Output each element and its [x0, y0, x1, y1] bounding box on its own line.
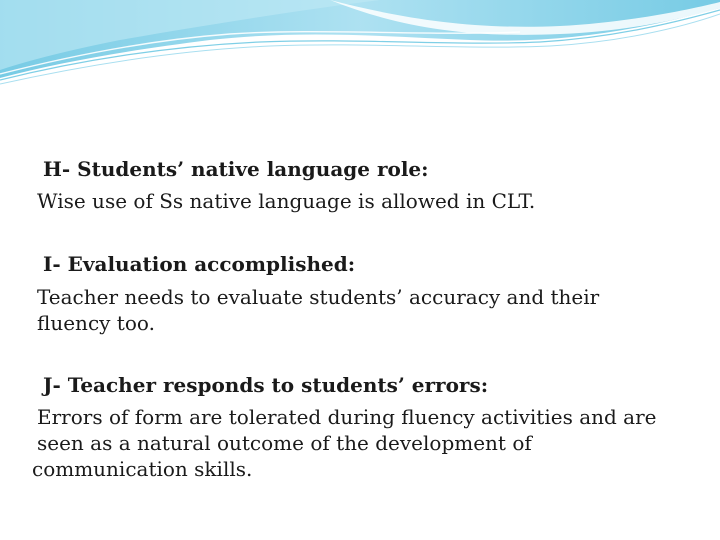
section-h-body-line-1: Wise use of Ss native language is allowed in CLT. [37, 189, 536, 213]
section-i-body-line-2: fluency too. [37, 311, 155, 335]
section-i-heading: I- Evaluation accomplished: [43, 252, 356, 276]
section-j-heading: J- Teacher responds to students’ errors: [43, 373, 489, 397]
section-j-body-line-3: communication skills. [32, 457, 253, 481]
section-j-body-line-2: seen as a natural outcome of the development of [37, 431, 532, 455]
section-i-body-line-1: Teacher needs to evaluate students’ accuracy and their [37, 285, 600, 309]
section-j-body-line-1: Errors of form are tolerated during fluency activities and are [37, 405, 657, 429]
section-h-heading: H- Students’ native language role: [43, 157, 429, 181]
